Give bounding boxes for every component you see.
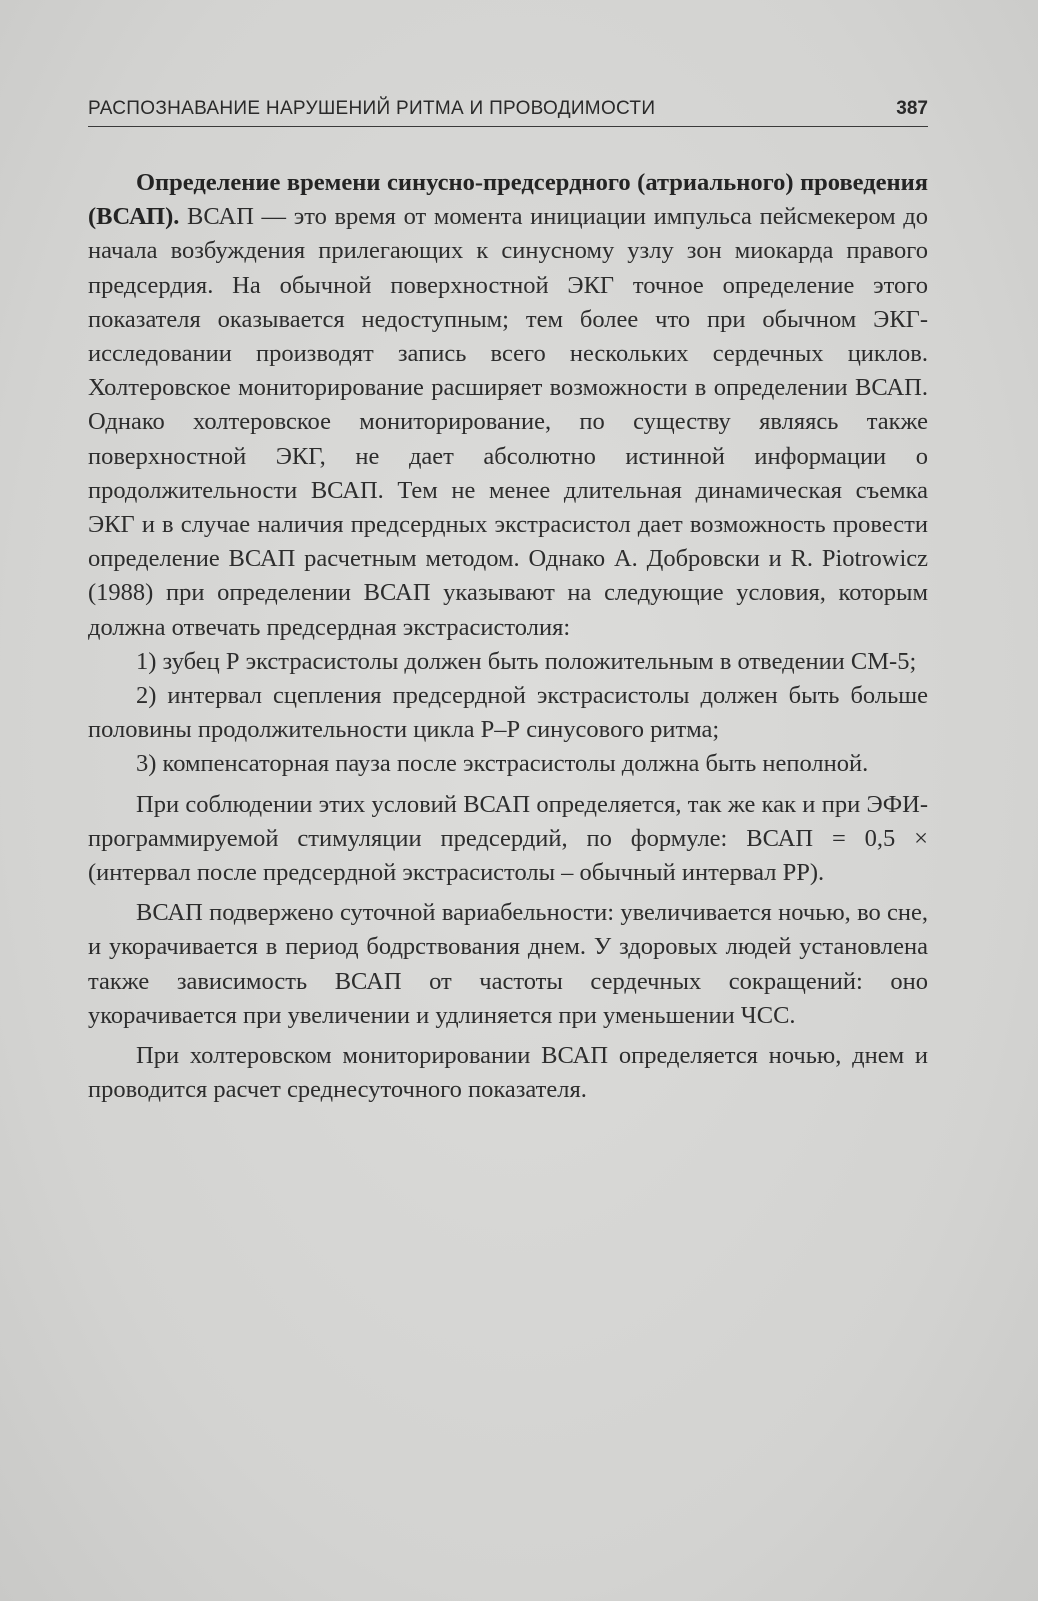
paragraph-lead: Определение времени синусно-предсердного (атриального) проведения (ВСАП). — [88, 169, 928, 231]
paragraph-holter: При холтеровском мониторировании ВСАП определяется ночью, днем и проводится расчет среднесуточного показателя. — [88, 1042, 928, 1104]
page-number: 387 — [896, 98, 928, 119]
list-item-3: 3) компенсаторная пауза после экстрасистолы должна быть неполной. — [136, 750, 869, 778]
running-head — [88, 92, 928, 127]
body-text — [88, 166, 928, 1113]
running-title: РАСПОЗНАВАНИЕ НАРУШЕНИЙ РИТМА И ПРОВОДИМОСТИ — [88, 98, 656, 119]
list-item-2: 2) интервал сцепления предсердной экстрасистолы должен быть больше половины продолжительности цикла Р–Р синусового ритма; — [88, 682, 928, 744]
paragraph-definition — [88, 166, 928, 645]
paragraph-variability: ВСАП подвержено суточной вариабельности: увеличивается ночью, во сне, и укорачивается в период бодрствования днем. У здоровых людей установлена также зависимость ВСАП от частоты сердечных сокращений: оно укорачивается при увеличении и удлиняется при уменьшении ЧСС. — [88, 899, 928, 1029]
paragraph-body: ВСАП — это время от момента инициации импульса пейсмекером до начала возбуждения прилегающих к синусному узлу зон миокарда правого предсердия. На обычной поверхностной ЭКГ точное определение этого показателя оказывается недоступным; тем более что при обычном ЭКГ-исследовании производят запись всего нескольких сердечных циклов. Холтеровское мониторирование расширяет возможности в определении ВСАП. Однако холтеровское мониторирование, по существу являясь также поверхностной ЭКГ, не дает абсолютно истинной информации о продолжительности ВСАП. Тем не менее длительная динамическая съемка ЭКГ и в случае наличия предсердных экстрасистол дает возможность провести определение ВСАП расчетным методом. Однако А. Добровски и R. Piotrowicz (1988) при определении ВСАП указывают на следующие условия, которым должна отвечать предсердная экстрасистолия: — [88, 203, 928, 641]
list-item-1: 1) зубец Р экстрасистолы должен быть положительным в отведении СМ-5; — [136, 647, 917, 675]
paragraph-formula: При соблюдении этих условий ВСАП определяется, так же как и при ЭФИ-программируемой стимуляции предсердий, по формуле: ВСАП = 0,5 × (интервал после предсердной экстрасистолы – обычный интервал РР). — [88, 790, 928, 887]
